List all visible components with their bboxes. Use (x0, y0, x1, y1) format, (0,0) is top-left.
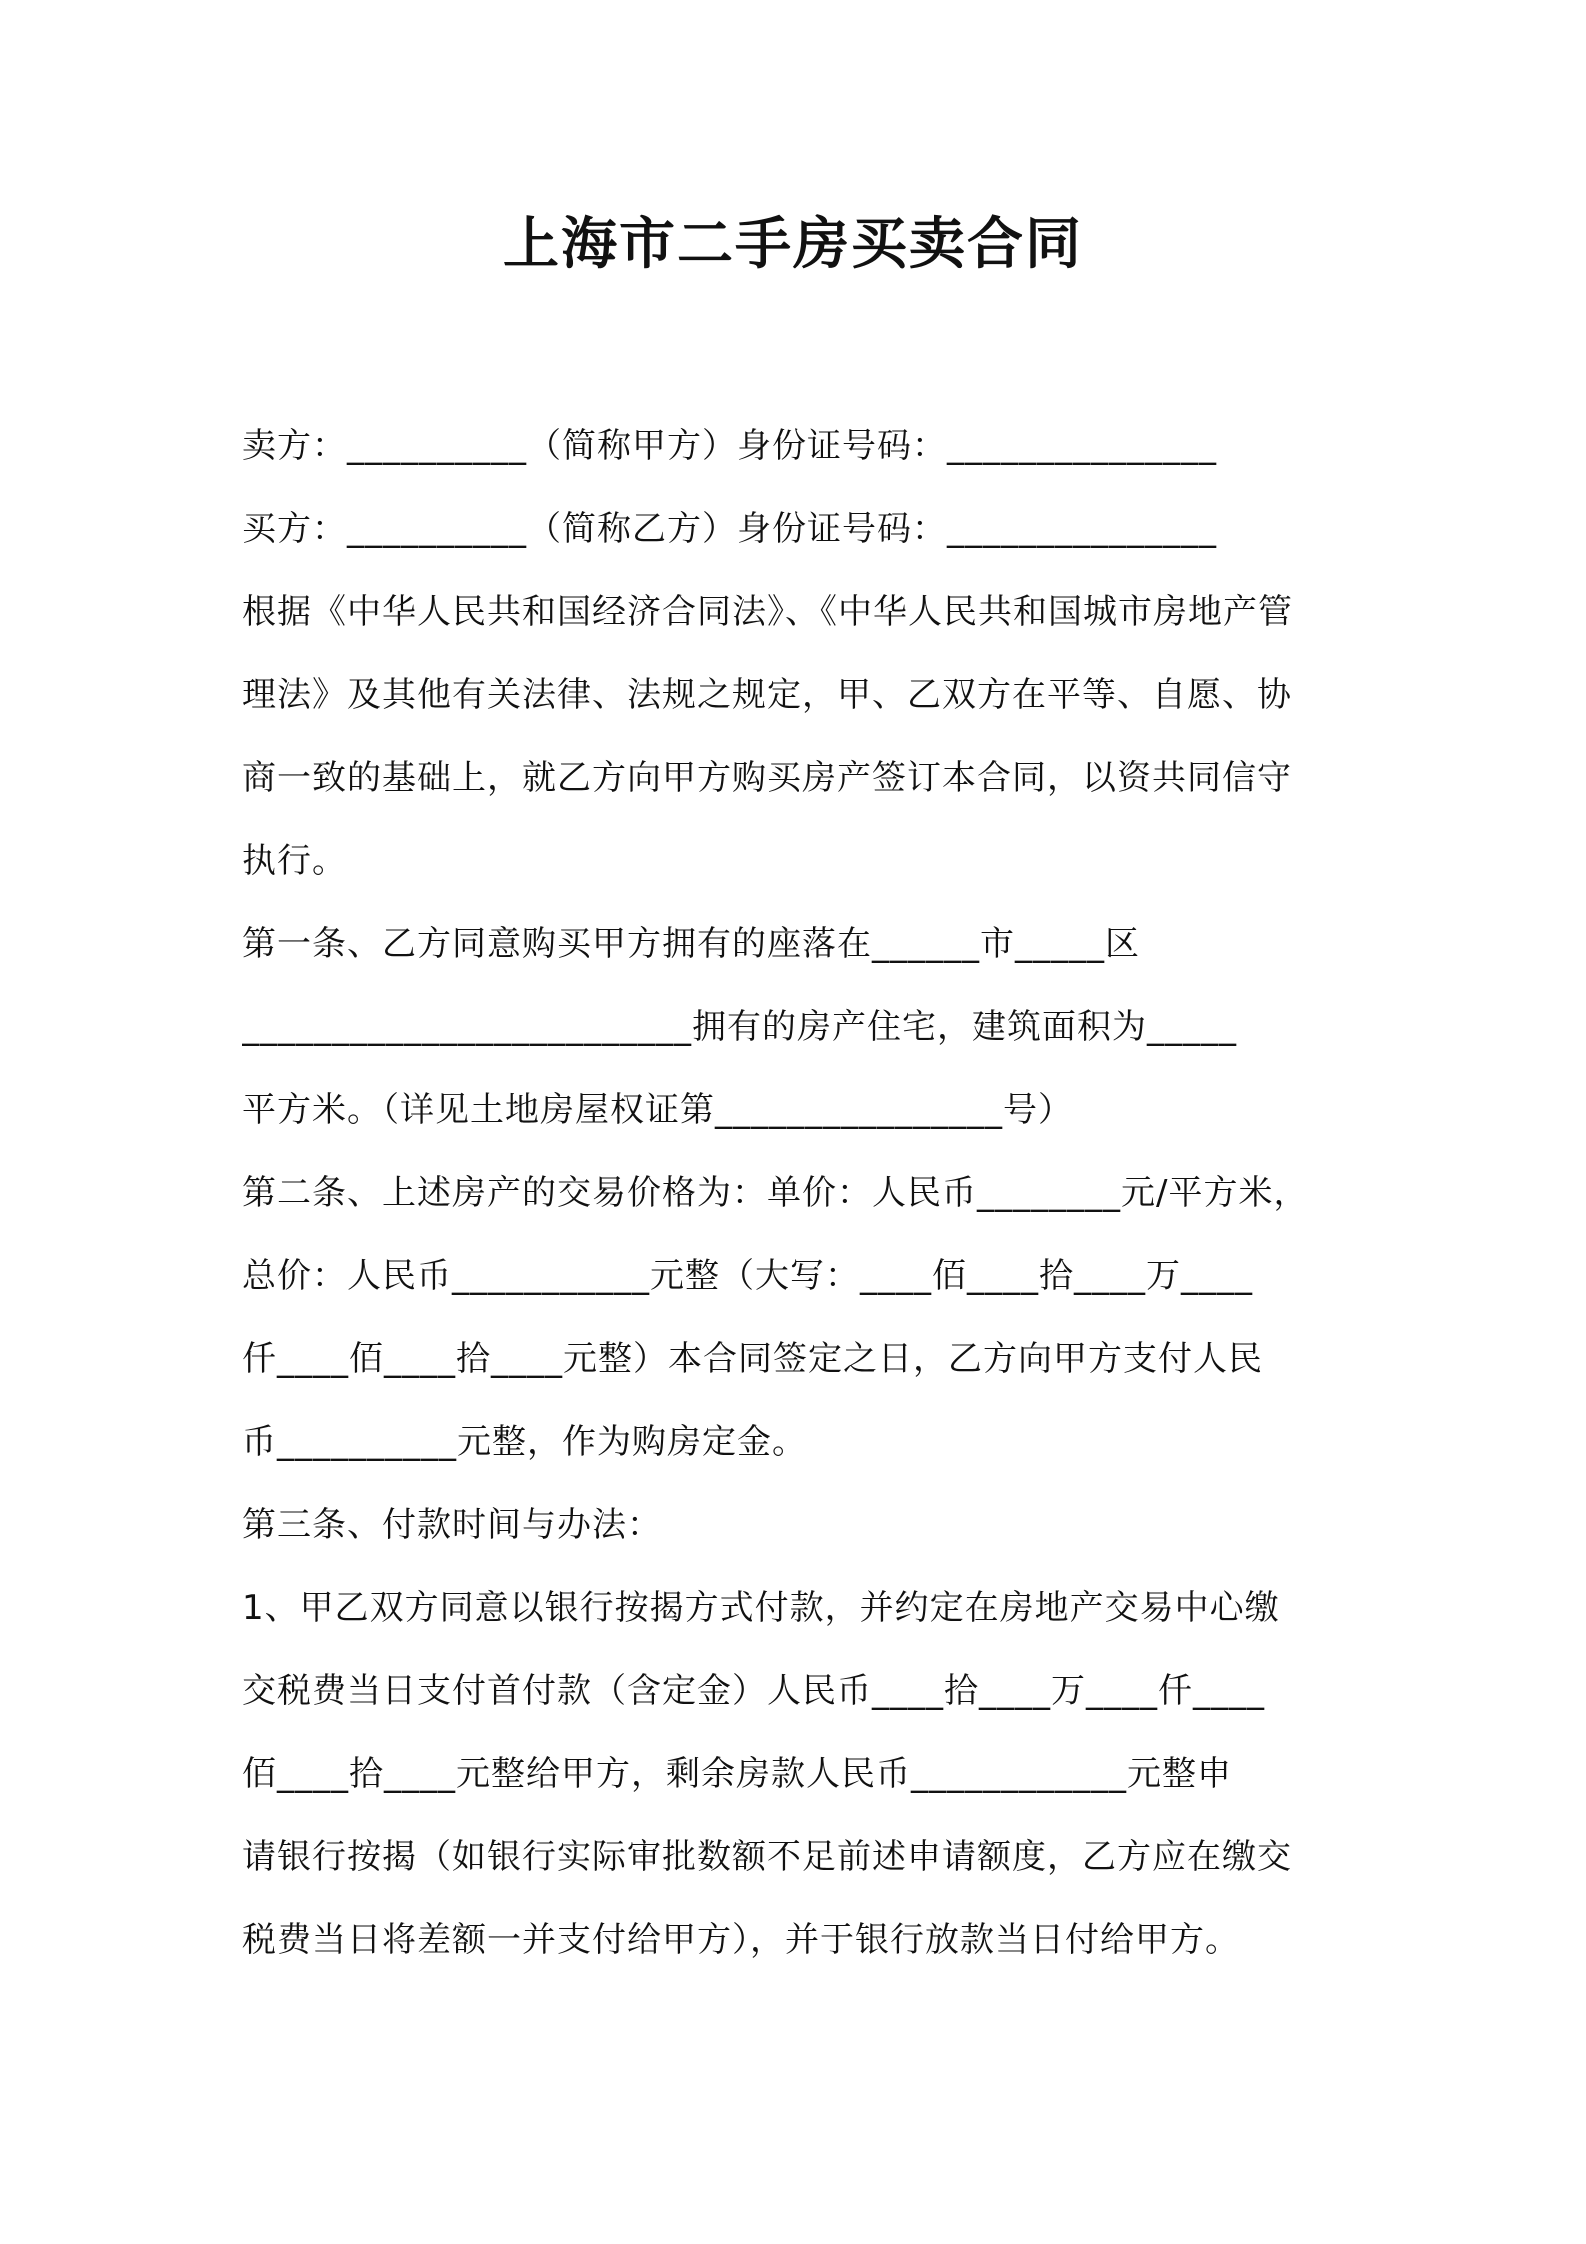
article-1-line: 平方米。（详见土地房屋权证第________________号） (242, 1090, 1073, 1130)
preamble-line: 执行。 (242, 841, 347, 881)
article-2-line: 总价：人民币___________元整（大写：____佰____拾____万____ (242, 1256, 1253, 1296)
article-3-clause-1-line: 请银行按揭（如银行实际审批数额不足前述申请额度，乙方应在缴交 (242, 1837, 1292, 1877)
article-1-line: _________________________拥有的房产住宅，建筑面积为_____ (242, 1007, 1237, 1047)
article-1-line: 第一条、乙方同意购买甲方拥有的座落在______市_____区 (242, 924, 1140, 964)
preamble-line: 理法》及其他有关法律、法规之规定，甲、乙双方在平等、自愿、协 (242, 675, 1292, 715)
contract-body (242, 405, 1356, 1982)
article-3-clause-1-line: 税费当日将差额一并支付给甲方），并于银行放款当日付给甲方。 (242, 1920, 1240, 1960)
article-2-line: 第二条、上述房产的交易价格为：单价：人民币________元/平方米， (242, 1173, 1309, 1213)
article-2-line: 币__________元整，作为购房定金。 (242, 1422, 807, 1462)
seller-line: 卖方：__________（简称甲方）身份证号码：_______________ (242, 426, 1217, 466)
preamble-line: 商一致的基础上，就乙方向甲方购买房产签订本合同，以资共同信守 (242, 758, 1292, 798)
page-title: 上海市二手房买卖合同 (503, 212, 1083, 277)
buyer-line: 买方：__________（简称乙方）身份证号码：_______________ (242, 509, 1217, 549)
article-2-line: 仟____佰____拾____元整）本合同签定之日，乙方向甲方支付人民 (242, 1339, 1263, 1379)
preamble-line: 根据《中华人民共和国经济合同法》、《中华人民共和国城市房地产管 (242, 592, 1293, 632)
article-3-clause-1-line: 1、甲乙双方同意以银行按揭方式付款，并约定在房地产交易中心缴 (242, 1588, 1280, 1628)
article-3-heading: 第三条、付款时间与办法： (242, 1505, 662, 1545)
article-3-clause-1-line: 交税费当日支付首付款（含定金）人民币____拾____万____仟____ (242, 1671, 1265, 1711)
article-3-clause-1-line: 佰____拾____元整给甲方，剩余房款人民币____________元整申 (242, 1754, 1232, 1794)
